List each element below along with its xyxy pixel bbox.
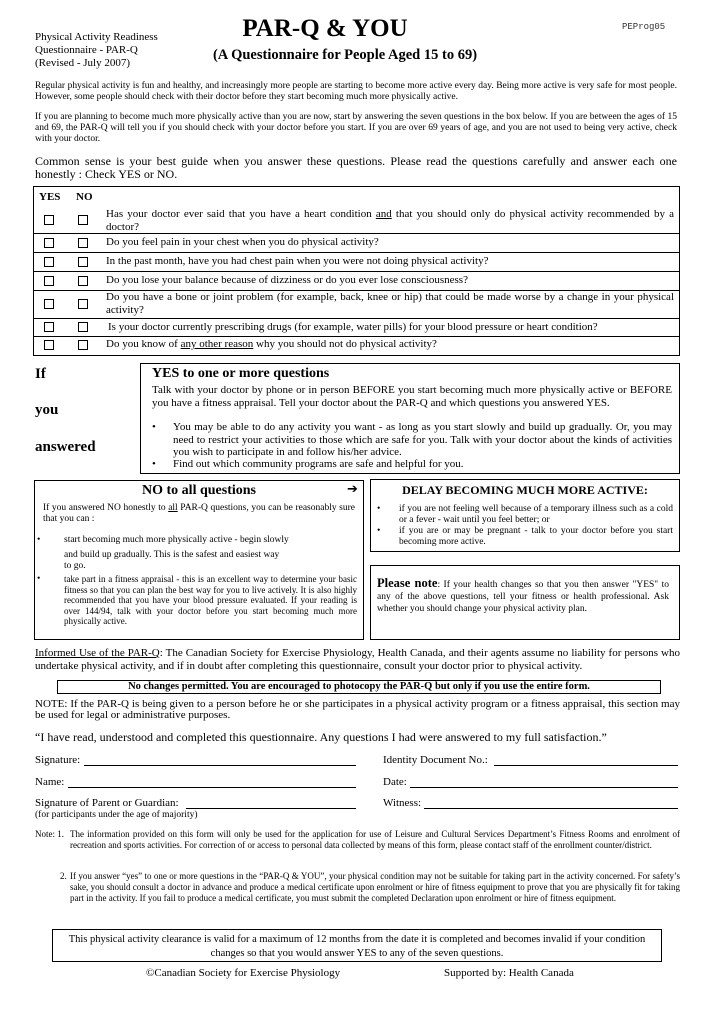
please-note-box — [370, 565, 680, 640]
no-column-header: NO — [76, 191, 93, 203]
page-subtitle: (A Questionnaire for People Aged 15 to 69) — [212, 47, 478, 63]
note-1-prefix: Note: 1. — [35, 829, 64, 839]
informed-use-text: Informed Use of the PAR-Q: The Canadian Society for Exercise Physiology, Health Canada, and their agents assume no liability for persons who undertake physical activity, and if in doubt after completing this questionnaire, consult your doctor prior to physical activity. — [35, 647, 680, 672]
q6-no-checkbox[interactable] — [78, 322, 88, 332]
form-name-line1: Physical Activity Readiness — [35, 31, 158, 43]
question-5: Do you have a bone or joint problem (for example, back, knee or hip) that could be made worse by a change in your physical activity? — [106, 291, 674, 316]
no-bullet-1: • start becoming much more physically active - begin slowly and build up gradually. This is the safest and easiest way to go. — [37, 535, 289, 571]
revision-date: (Revised - July 2007) — [35, 57, 131, 69]
guardian-label: Signature of Parent or Guardian: — [35, 797, 179, 809]
q3-yes-checkbox[interactable] — [44, 257, 54, 267]
guardian-note: (for participants under the age of majority) — [35, 810, 198, 820]
identity-label: Identity Document No.: — [383, 754, 488, 766]
no-answer-box — [34, 480, 364, 640]
intro-paragraph-1: Regular physical activity is fun and healthy, and increasingly more people are starting to become more active every day. Being more active is very safe for most people. However, some people should check with their doctor before they start becoming much more physically active. — [35, 81, 677, 102]
form-name-line2: Questionnaire - PAR-Q — [35, 44, 138, 56]
note-2 — [35, 871, 680, 904]
date-field[interactable] — [410, 787, 678, 788]
q5-yes-checkbox[interactable] — [44, 299, 54, 309]
q7-yes-checkbox[interactable] — [44, 340, 54, 350]
answered-label: answered — [35, 439, 96, 455]
questions-box — [33, 186, 680, 356]
footer-supported-by: Supported by: Health Canada — [444, 967, 574, 979]
q7-no-checkbox[interactable] — [78, 340, 88, 350]
witness-label: Witness: — [383, 797, 422, 809]
q1-yes-checkbox[interactable] — [44, 215, 54, 225]
q2-yes-checkbox[interactable] — [44, 238, 54, 248]
you-label: you — [35, 402, 59, 418]
intro-paragraph-2: If you are planning to become much more physically active than you are now, start by answering the seven questions in the box below. If you are between the ages of 15 and 69, the PAR-Q will tell you if you should check with your doctor before you start. If you are over 69 years of age, and you are not used to being very active, check with your doctor. — [35, 112, 677, 144]
q5-no-checkbox[interactable] — [78, 299, 88, 309]
note-legal-text: NOTE: If the PAR-Q is being given to a person before he or she participates in a physical activity program or a fitness appraisal, this section may be used for legal or administrative purposes. — [35, 698, 680, 721]
question-4: Do you lose your balance because of dizziness or do you ever lose consciousness? — [106, 274, 468, 286]
note-1-text: The information provided on this form will only be used for the application for use of Leisure and Cultural Services Department’s Fitness Rooms and enrolment of recreation and sports activities. For correction of or access to personal data collected by means of this form, please contact staff of the enrollment counter/district. — [70, 829, 680, 850]
form-code: PEProg05 — [622, 22, 666, 32]
q1-no-checkbox[interactable] — [78, 215, 88, 225]
q3-no-checkbox[interactable] — [78, 257, 88, 267]
question-7: Do you know of any other reason why you should not do physical activity? — [106, 338, 437, 350]
witness-field[interactable] — [424, 808, 678, 809]
signature-field[interactable] — [84, 765, 356, 766]
name-field[interactable] — [68, 787, 356, 788]
no-bullet-2: • take part in a fitness appraisal - this is an excellent way to determine your basic fitness so that you can plan the best way for you to live actively. It is also highly recommended that you have your blood pressure evaluated. If your reading is over 144/94, talk with your doctor before you start becoming much more physically active. — [37, 574, 357, 627]
note-1 — [35, 829, 680, 851]
yes-bullet-1: • You may be able to do any activity you want - as long as you start slowly and build up gradually. Or, you may need to restrict your activities to those which are safe for you. Talk with your doctor about the kinds of activities you wish to participate in and follow his/her advice. — [152, 421, 672, 458]
question-6: Is your doctor currently prescribing drugs (for example, water pills) for your blood pressure or heart condition? — [108, 321, 598, 333]
no-changes-box — [57, 680, 661, 694]
yes-answer-title: YES to one or more questions — [152, 366, 330, 381]
form-identifier — [35, 31, 195, 70]
declaration-text: “I have read, understood and completed this questionnaire. Any questions I had were answered to my full satisfaction.” — [35, 730, 607, 744]
identity-field[interactable] — [494, 765, 678, 766]
footer-copyright: ©Canadian Society for Exercise Physiology — [146, 967, 341, 979]
no-changes-text: No changes permitted. You are encouraged to photocopy the PAR-Q but only if you use the entire form. — [128, 681, 590, 692]
question-1: Has your doctor ever said that you have a heart condition and that you should only do physical activity recommended by a doctor? — [106, 208, 674, 233]
q6-yes-checkbox[interactable] — [44, 322, 54, 332]
q4-no-checkbox[interactable] — [78, 276, 88, 286]
page-title: PAR-Q & YOU — [242, 15, 408, 42]
yes-answer-text: Talk with your doctor by phone or in person BEFORE you start becoming much more physically active or BEFORE you have a fitness appraisal. Tell your doctor about the PAR-Q and which questions you answered YES. — [152, 384, 672, 409]
intro-paragraph-3: Common sense is your best guide when you answer these questions. Please read the questions carefully and answer each one honestly : Check YES or NO. — [35, 154, 677, 181]
q4-yes-checkbox[interactable] — [44, 276, 54, 286]
delay-title: DELAY BECOMING MUCH MORE ACTIVE: — [402, 483, 648, 497]
if-label: If — [35, 366, 46, 382]
no-answer-title: NO to all questions — [142, 483, 256, 498]
note-2-text: If you answer “yes” to one or more questions in the “PAR-Q & YOU”, your physical condition may not be suitable for taking part in the activity concerned. For safety’s sake, you should consult a doctor in advance and produce a medical certificate upon enrolment or hire of fitness equipment to prove that you are physically fit for taking part in the activity. If you fail to produce a medical certificate, you must submit the completed Declaration upon enrolment or hire of fitness equipment. — [70, 871, 680, 903]
delay-bullet-2: • if you are or may be pregnant - talk to your doctor before you start becoming more active. — [377, 526, 673, 547]
arrow-right-icon: ➔ — [347, 482, 358, 497]
question-3: In the past month, have you had chest pain when you were not doing physical activity? — [106, 255, 489, 267]
please-note-text: Please note: If your health changes so that you then answer "YES" to any of the above questions, tell your fitness or health professional. Ask whether you should change your physical activity plan. — [377, 576, 670, 614]
q2-no-checkbox[interactable] — [78, 238, 88, 248]
delay-box — [370, 479, 680, 552]
validity-box — [52, 929, 662, 962]
yes-bullet-2: • Find out which community programs are safe and helpful for you. — [152, 458, 464, 470]
guardian-signature-field[interactable] — [186, 808, 356, 809]
note-2-prefix: 2. — [60, 871, 67, 881]
validity-text: This physical activity clearance is valid for a maximum of 12 months from the date it is completed and becomes invalid if your condition changes so that you would answer YES to any of the seven questions. — [68, 934, 646, 959]
no-answer-text: If you answered NO honestly to all PAR-Q questions, you can be reasonably sure that you can : — [43, 503, 355, 524]
question-2: Do you feel pain in your chest when you do physical activity? — [106, 236, 379, 248]
signature-label: Signature: — [35, 754, 81, 766]
delay-bullet-1: • if you are not feeling well because of a temporary illness such as a cold or a fever - wait until you feel better; or — [377, 504, 673, 525]
date-label: Date: — [383, 776, 407, 788]
yes-answer-box — [140, 363, 680, 474]
name-label: Name: — [35, 776, 65, 788]
yes-column-header: YES — [39, 191, 61, 203]
